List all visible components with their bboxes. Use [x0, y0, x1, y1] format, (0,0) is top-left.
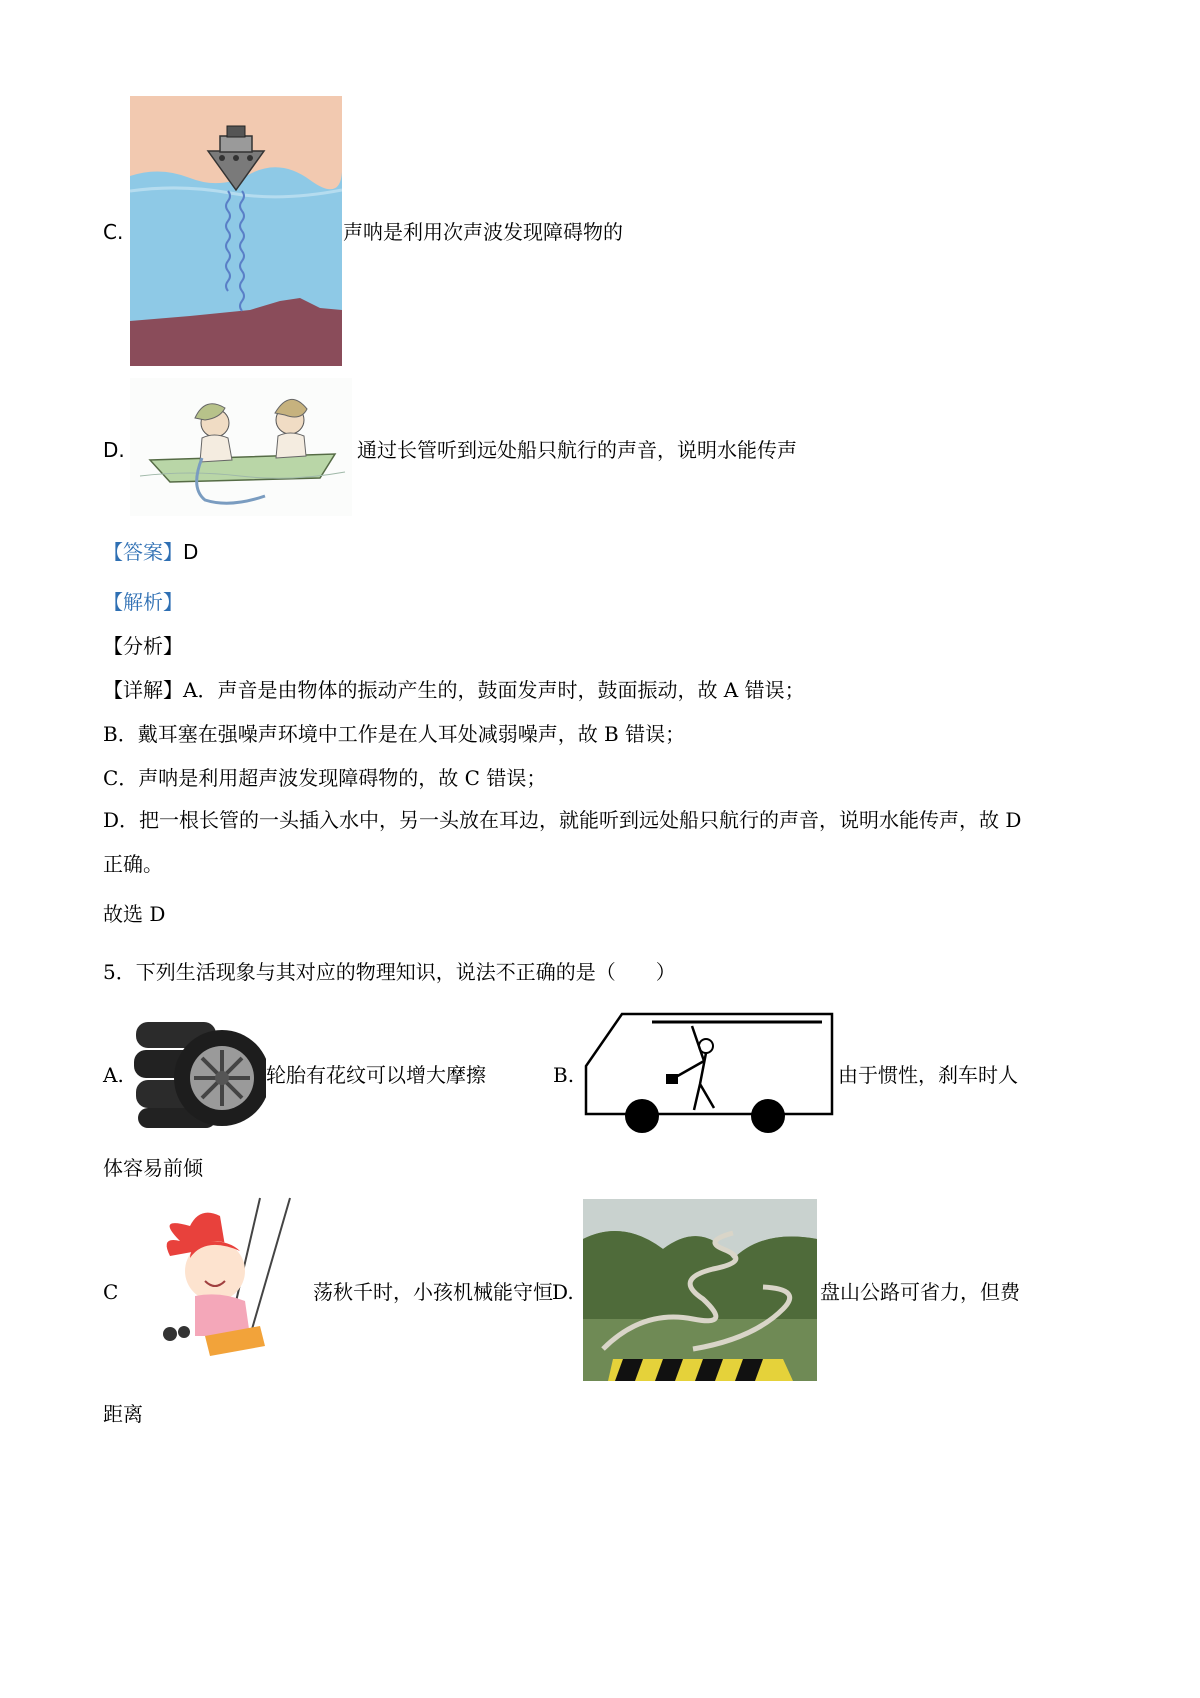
ship-sonar-image: [130, 96, 342, 366]
q5-option-b-text: 由于惯性，刹车时人: [838, 1063, 1018, 1087]
bus-braking-image: [582, 1006, 834, 1140]
analysis-label: 【解析】: [103, 590, 183, 614]
q4-option-d-text: 通过长管听到远处船只航行的声音，说明水能传声: [357, 438, 797, 462]
detail-line-a: [103, 676, 805, 704]
q4-option-d-letter: D.: [103, 438, 125, 462]
detail-line-b: B．戴耳塞在强噪声环境中工作是在人耳处减弱噪声，故 B 错误；: [103, 722, 686, 746]
q5-option-d-cont: 距离: [103, 1402, 143, 1426]
conclusion: 故选 D: [103, 902, 166, 926]
answer-value: D: [183, 540, 199, 564]
detail-line-d2: 正确。: [103, 852, 163, 876]
detail-line-c: C．声呐是利用超声波发现障碍物的，故 C 错误；: [103, 766, 547, 790]
q5-stem: 5．下列生活现象与其对应的物理知识，说法不正确的是（ ）: [103, 960, 676, 984]
q5-option-b-cont: 体容易前倾: [103, 1156, 203, 1180]
fenxi-label: 【分析】: [103, 634, 183, 658]
detail-label: 【详解】: [103, 678, 183, 702]
answer-line: [103, 538, 198, 566]
q5-option-d-letter: D.: [552, 1280, 574, 1304]
q4-option-c-text: 声呐是利用次声波发现障碍物的: [343, 220, 623, 244]
detail-a-text: A．声音是由物体的振动产生的，鼓面发声时，鼓面振动，故 A 错误；: [183, 678, 805, 702]
q5-option-c-text: 荡秋千时，小孩机械能守恒: [313, 1280, 553, 1304]
q5-option-a-text: 轮胎有花纹可以增大摩擦: [266, 1063, 486, 1087]
q5-option-d-text: 盘山公路可省力，但费: [820, 1280, 1020, 1304]
q4-option-c-letter: C.: [103, 220, 124, 244]
tires-image: [130, 1010, 266, 1132]
q5-option-a-letter: A.: [103, 1063, 124, 1087]
answer-label: 【答案】: [103, 540, 183, 564]
listening-tube-image: [130, 378, 352, 516]
detail-line-d1: D．把一根长管的一头插入水中，另一头放在耳边，就能听到远处船只航行的声音，说明水能传声，故 D: [103, 808, 1022, 832]
mountain-road-image: [583, 1199, 817, 1381]
q5-option-c-letter: C: [103, 1280, 119, 1304]
swing-girl-image: [150, 1196, 300, 1362]
q5-option-b-letter: B.: [553, 1063, 575, 1087]
